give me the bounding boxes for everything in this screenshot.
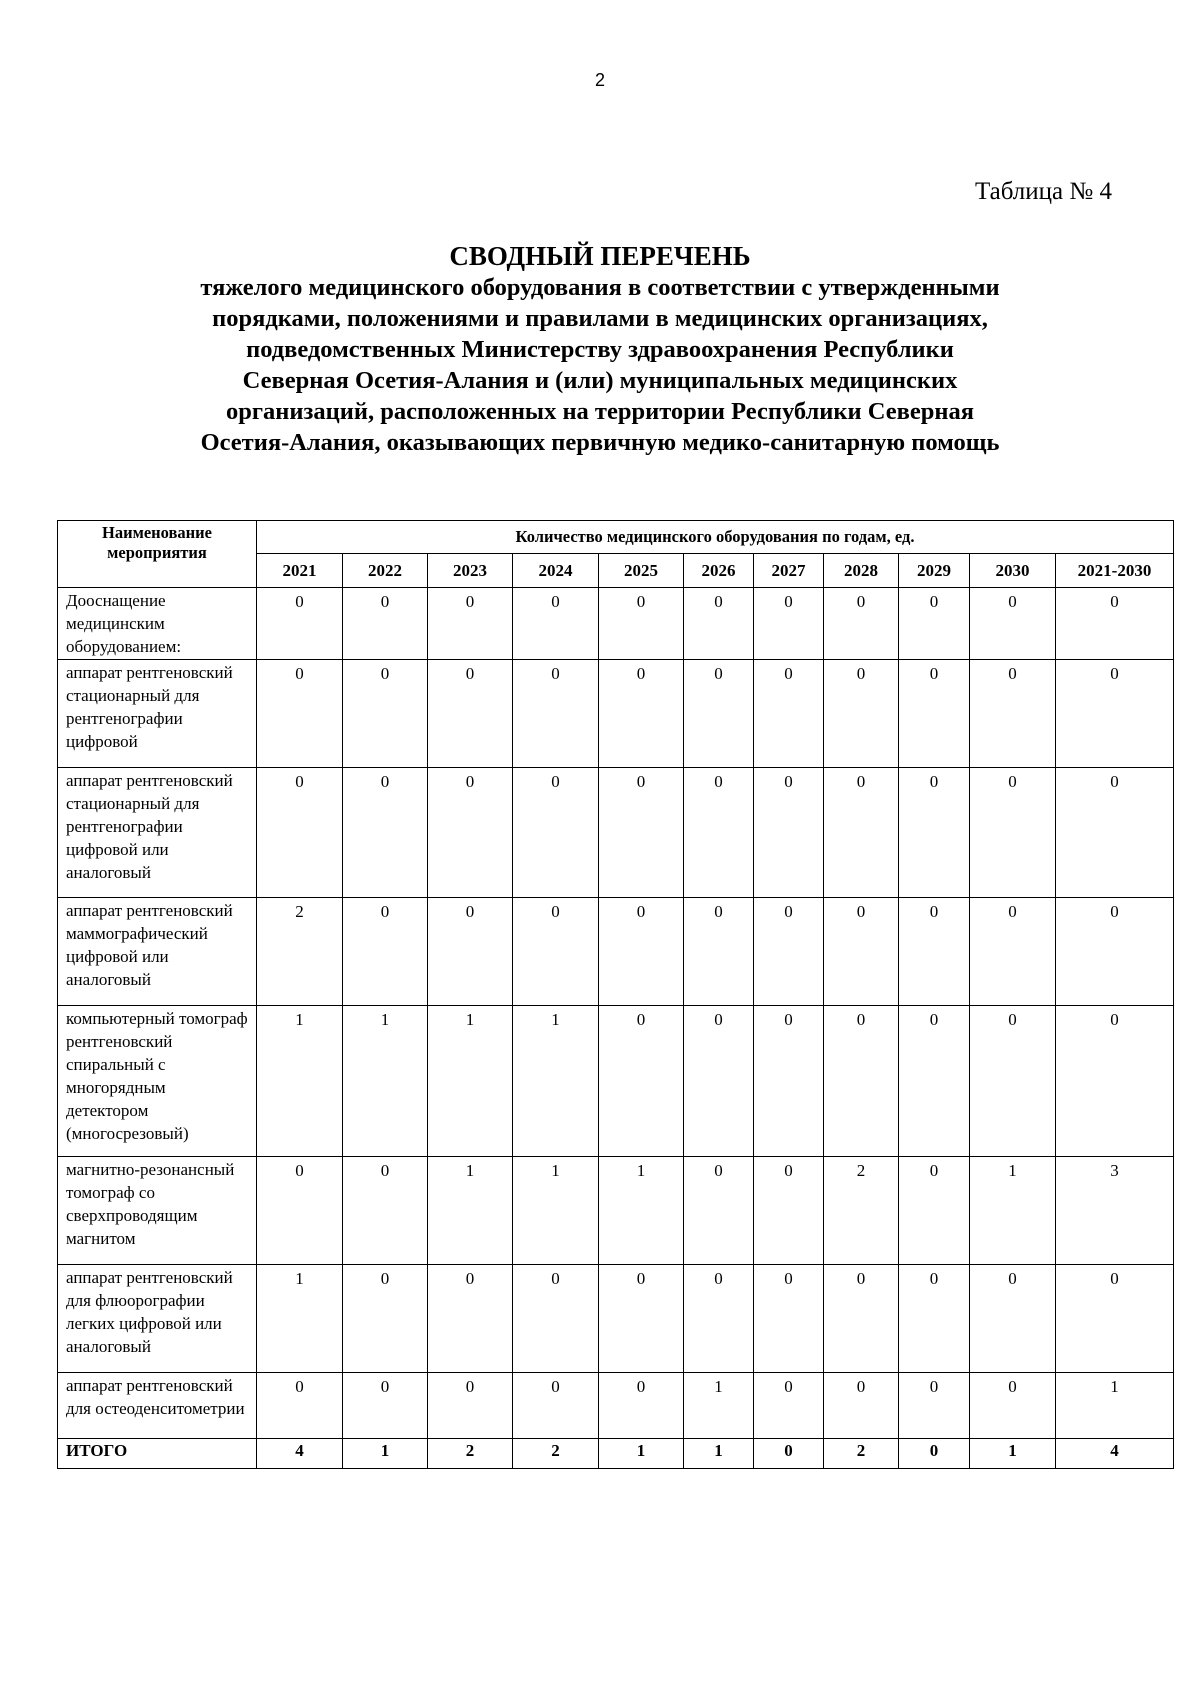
- table-row: [58, 1265, 1174, 1373]
- value-cell: 0: [899, 588, 970, 660]
- value-cell: 0: [684, 898, 754, 1006]
- value-cell: 0: [428, 768, 513, 898]
- value-cell: 1: [513, 1006, 599, 1157]
- value-cell: 0: [513, 1265, 599, 1373]
- year-header: 2021: [257, 554, 343, 588]
- value-cell: 0: [343, 1373, 428, 1439]
- total-cell: 1: [599, 1439, 684, 1469]
- value-cell: 0: [599, 1265, 684, 1373]
- value-cell: 0: [343, 768, 428, 898]
- total-label: ИТОГО: [58, 1439, 257, 1469]
- value-cell: 0: [428, 588, 513, 660]
- value-cell: 0: [970, 898, 1056, 1006]
- subtitle-line: Осетия-Алания, оказывающих первичную медико-санитарную помощь: [200, 429, 1000, 456]
- value-cell: 0: [754, 1265, 824, 1373]
- value-cell: 0: [1056, 588, 1174, 660]
- equipment-table: [57, 520, 1174, 1469]
- value-cell: 0: [899, 1157, 970, 1265]
- total-cell: 4: [257, 1439, 343, 1469]
- value-cell: 0: [343, 1157, 428, 1265]
- value-cell: 0: [428, 660, 513, 768]
- value-cell: 0: [599, 588, 684, 660]
- value-cell: 0: [257, 1373, 343, 1439]
- value-cell: 0: [824, 1006, 899, 1157]
- table-row: [58, 1006, 1174, 1157]
- value-cell: 0: [970, 1265, 1056, 1373]
- value-cell: 0: [343, 1265, 428, 1373]
- table-body: [58, 588, 1174, 1469]
- value-cell: 0: [970, 1373, 1056, 1439]
- table-row: [58, 588, 1174, 660]
- total-cell: 1: [343, 1439, 428, 1469]
- subtitle-line: тяжелого медицинского оборудования в соответствии с утвержденными: [200, 274, 1000, 301]
- total-cell: 1: [684, 1439, 754, 1469]
- row-name-cell: компьютерный томограф рентгеновский спиральный с многорядным детектором (многосрезовый): [58, 1006, 257, 1157]
- row-name-cell: аппарат рентгеновский стационарный для рентгенографии цифровой или аналоговый: [58, 768, 257, 898]
- value-cell: 0: [970, 660, 1056, 768]
- value-cell: 0: [824, 898, 899, 1006]
- value-cell: 0: [257, 1157, 343, 1265]
- value-cell: 2: [824, 1157, 899, 1265]
- value-cell: 0: [899, 1006, 970, 1157]
- year-header: 2030: [970, 554, 1056, 588]
- value-cell: 0: [513, 1373, 599, 1439]
- value-cell: 0: [899, 768, 970, 898]
- table-row: [58, 1157, 1174, 1265]
- value-cell: 0: [257, 768, 343, 898]
- value-cell: 1: [257, 1006, 343, 1157]
- subtitle-line: порядками, положениями и правилами в медицинских организациях,: [212, 305, 988, 332]
- subtitle-line: организаций, расположенных на территории Республики Северная: [226, 398, 974, 425]
- total-cell: 1: [970, 1439, 1056, 1469]
- table-row: [58, 1373, 1174, 1439]
- row-name-cell: магнитно-резонансный томограф со сверхпроводящим магнитом: [58, 1157, 257, 1265]
- value-cell: 0: [684, 660, 754, 768]
- year-header: 2023: [428, 554, 513, 588]
- value-cell: 0: [899, 898, 970, 1006]
- quantity-group-header: Количество медицинского оборудования по годам, ед.: [257, 521, 1174, 554]
- value-cell: 0: [599, 660, 684, 768]
- total-cell: 0: [754, 1439, 824, 1469]
- name-column-header: Наименование мероприятия: [58, 521, 257, 588]
- value-cell: 0: [599, 1373, 684, 1439]
- value-cell: 0: [970, 588, 1056, 660]
- value-cell: 1: [970, 1157, 1056, 1265]
- table-number-label: Таблица № 4: [974, 178, 1112, 205]
- value-cell: 0: [824, 588, 899, 660]
- value-cell: 1: [599, 1157, 684, 1265]
- value-cell: 1: [428, 1006, 513, 1157]
- table-row: [58, 660, 1174, 768]
- value-cell: 0: [754, 1006, 824, 1157]
- value-cell: 0: [428, 898, 513, 1006]
- total-cell: 4: [1056, 1439, 1174, 1469]
- value-cell: 0: [1056, 768, 1174, 898]
- year-header: 2026: [684, 554, 754, 588]
- value-cell: 0: [599, 768, 684, 898]
- value-cell: 0: [754, 1157, 824, 1265]
- table-row: [58, 898, 1174, 1006]
- row-name-cell: Дооснащение медицинским оборудованием:: [58, 588, 257, 660]
- value-cell: 0: [428, 1265, 513, 1373]
- value-cell: 0: [684, 1157, 754, 1265]
- value-cell: 0: [970, 768, 1056, 898]
- value-cell: 0: [1056, 1006, 1174, 1157]
- value-cell: 0: [513, 588, 599, 660]
- value-cell: 1: [257, 1265, 343, 1373]
- value-cell: 0: [343, 898, 428, 1006]
- value-cell: 3: [1056, 1157, 1174, 1265]
- document-title-block: [150, 240, 1050, 458]
- value-cell: 0: [257, 660, 343, 768]
- page-number: 2: [594, 70, 605, 90]
- subtitle-line: подведомственных Министерству здравоохранения Республики: [246, 336, 954, 363]
- value-cell: 0: [343, 588, 428, 660]
- value-cell: 0: [1056, 660, 1174, 768]
- value-cell: 0: [970, 1006, 1056, 1157]
- value-cell: 0: [754, 768, 824, 898]
- value-cell: 0: [899, 1265, 970, 1373]
- value-cell: 1: [428, 1157, 513, 1265]
- value-cell: 0: [428, 1373, 513, 1439]
- year-header: 2029: [899, 554, 970, 588]
- row-name-cell: аппарат рентгеновский маммографический цифровой или аналоговый: [58, 898, 257, 1006]
- value-cell: 0: [257, 588, 343, 660]
- value-cell: 0: [899, 1373, 970, 1439]
- value-cell: 0: [599, 898, 684, 1006]
- document-title: СВОДНЫЙ ПЕРЕЧЕНЬ: [449, 241, 751, 271]
- value-cell: 0: [824, 1265, 899, 1373]
- value-cell: 0: [684, 1265, 754, 1373]
- value-cell: 0: [1056, 898, 1174, 1006]
- value-cell: 0: [513, 898, 599, 1006]
- value-cell: 0: [684, 1006, 754, 1157]
- value-cell: 1: [1056, 1373, 1174, 1439]
- value-cell: 0: [824, 768, 899, 898]
- value-cell: 0: [684, 768, 754, 898]
- value-cell: 0: [1056, 1265, 1174, 1373]
- value-cell: 0: [343, 660, 428, 768]
- row-name-cell: аппарат рентгеновский для остеоденситометрии: [58, 1373, 257, 1439]
- value-cell: 0: [754, 1373, 824, 1439]
- total-cell: 0: [899, 1439, 970, 1469]
- total-cell: 2: [428, 1439, 513, 1469]
- year-header: 2027: [754, 554, 824, 588]
- value-cell: 2: [257, 898, 343, 1006]
- value-cell: 0: [754, 898, 824, 1006]
- subtitle-line: Северная Осетия-Алания и (или) муниципальных медицинских: [242, 367, 958, 394]
- year-header: 2021-2030: [1056, 554, 1174, 588]
- value-cell: 0: [684, 588, 754, 660]
- value-cell: 0: [824, 660, 899, 768]
- value-cell: 0: [754, 588, 824, 660]
- total-row: [58, 1439, 1174, 1469]
- value-cell: 1: [684, 1373, 754, 1439]
- row-name-cell: аппарат рентгеновский для флюорографии легких цифровой или аналоговый: [58, 1265, 257, 1373]
- value-cell: 0: [824, 1373, 899, 1439]
- value-cell: 1: [343, 1006, 428, 1157]
- value-cell: 1: [513, 1157, 599, 1265]
- year-header: 2022: [343, 554, 428, 588]
- value-cell: 0: [513, 660, 599, 768]
- total-cell: 2: [513, 1439, 599, 1469]
- table-row: [58, 768, 1174, 898]
- year-header: 2028: [824, 554, 899, 588]
- row-name-cell: аппарат рентгеновский стационарный для рентгенографии цифровой: [58, 660, 257, 768]
- value-cell: 0: [754, 660, 824, 768]
- year-header: 2025: [599, 554, 684, 588]
- total-cell: 2: [824, 1439, 899, 1469]
- year-header: 2024: [513, 554, 599, 588]
- value-cell: 0: [513, 768, 599, 898]
- value-cell: 0: [599, 1006, 684, 1157]
- value-cell: 0: [899, 660, 970, 768]
